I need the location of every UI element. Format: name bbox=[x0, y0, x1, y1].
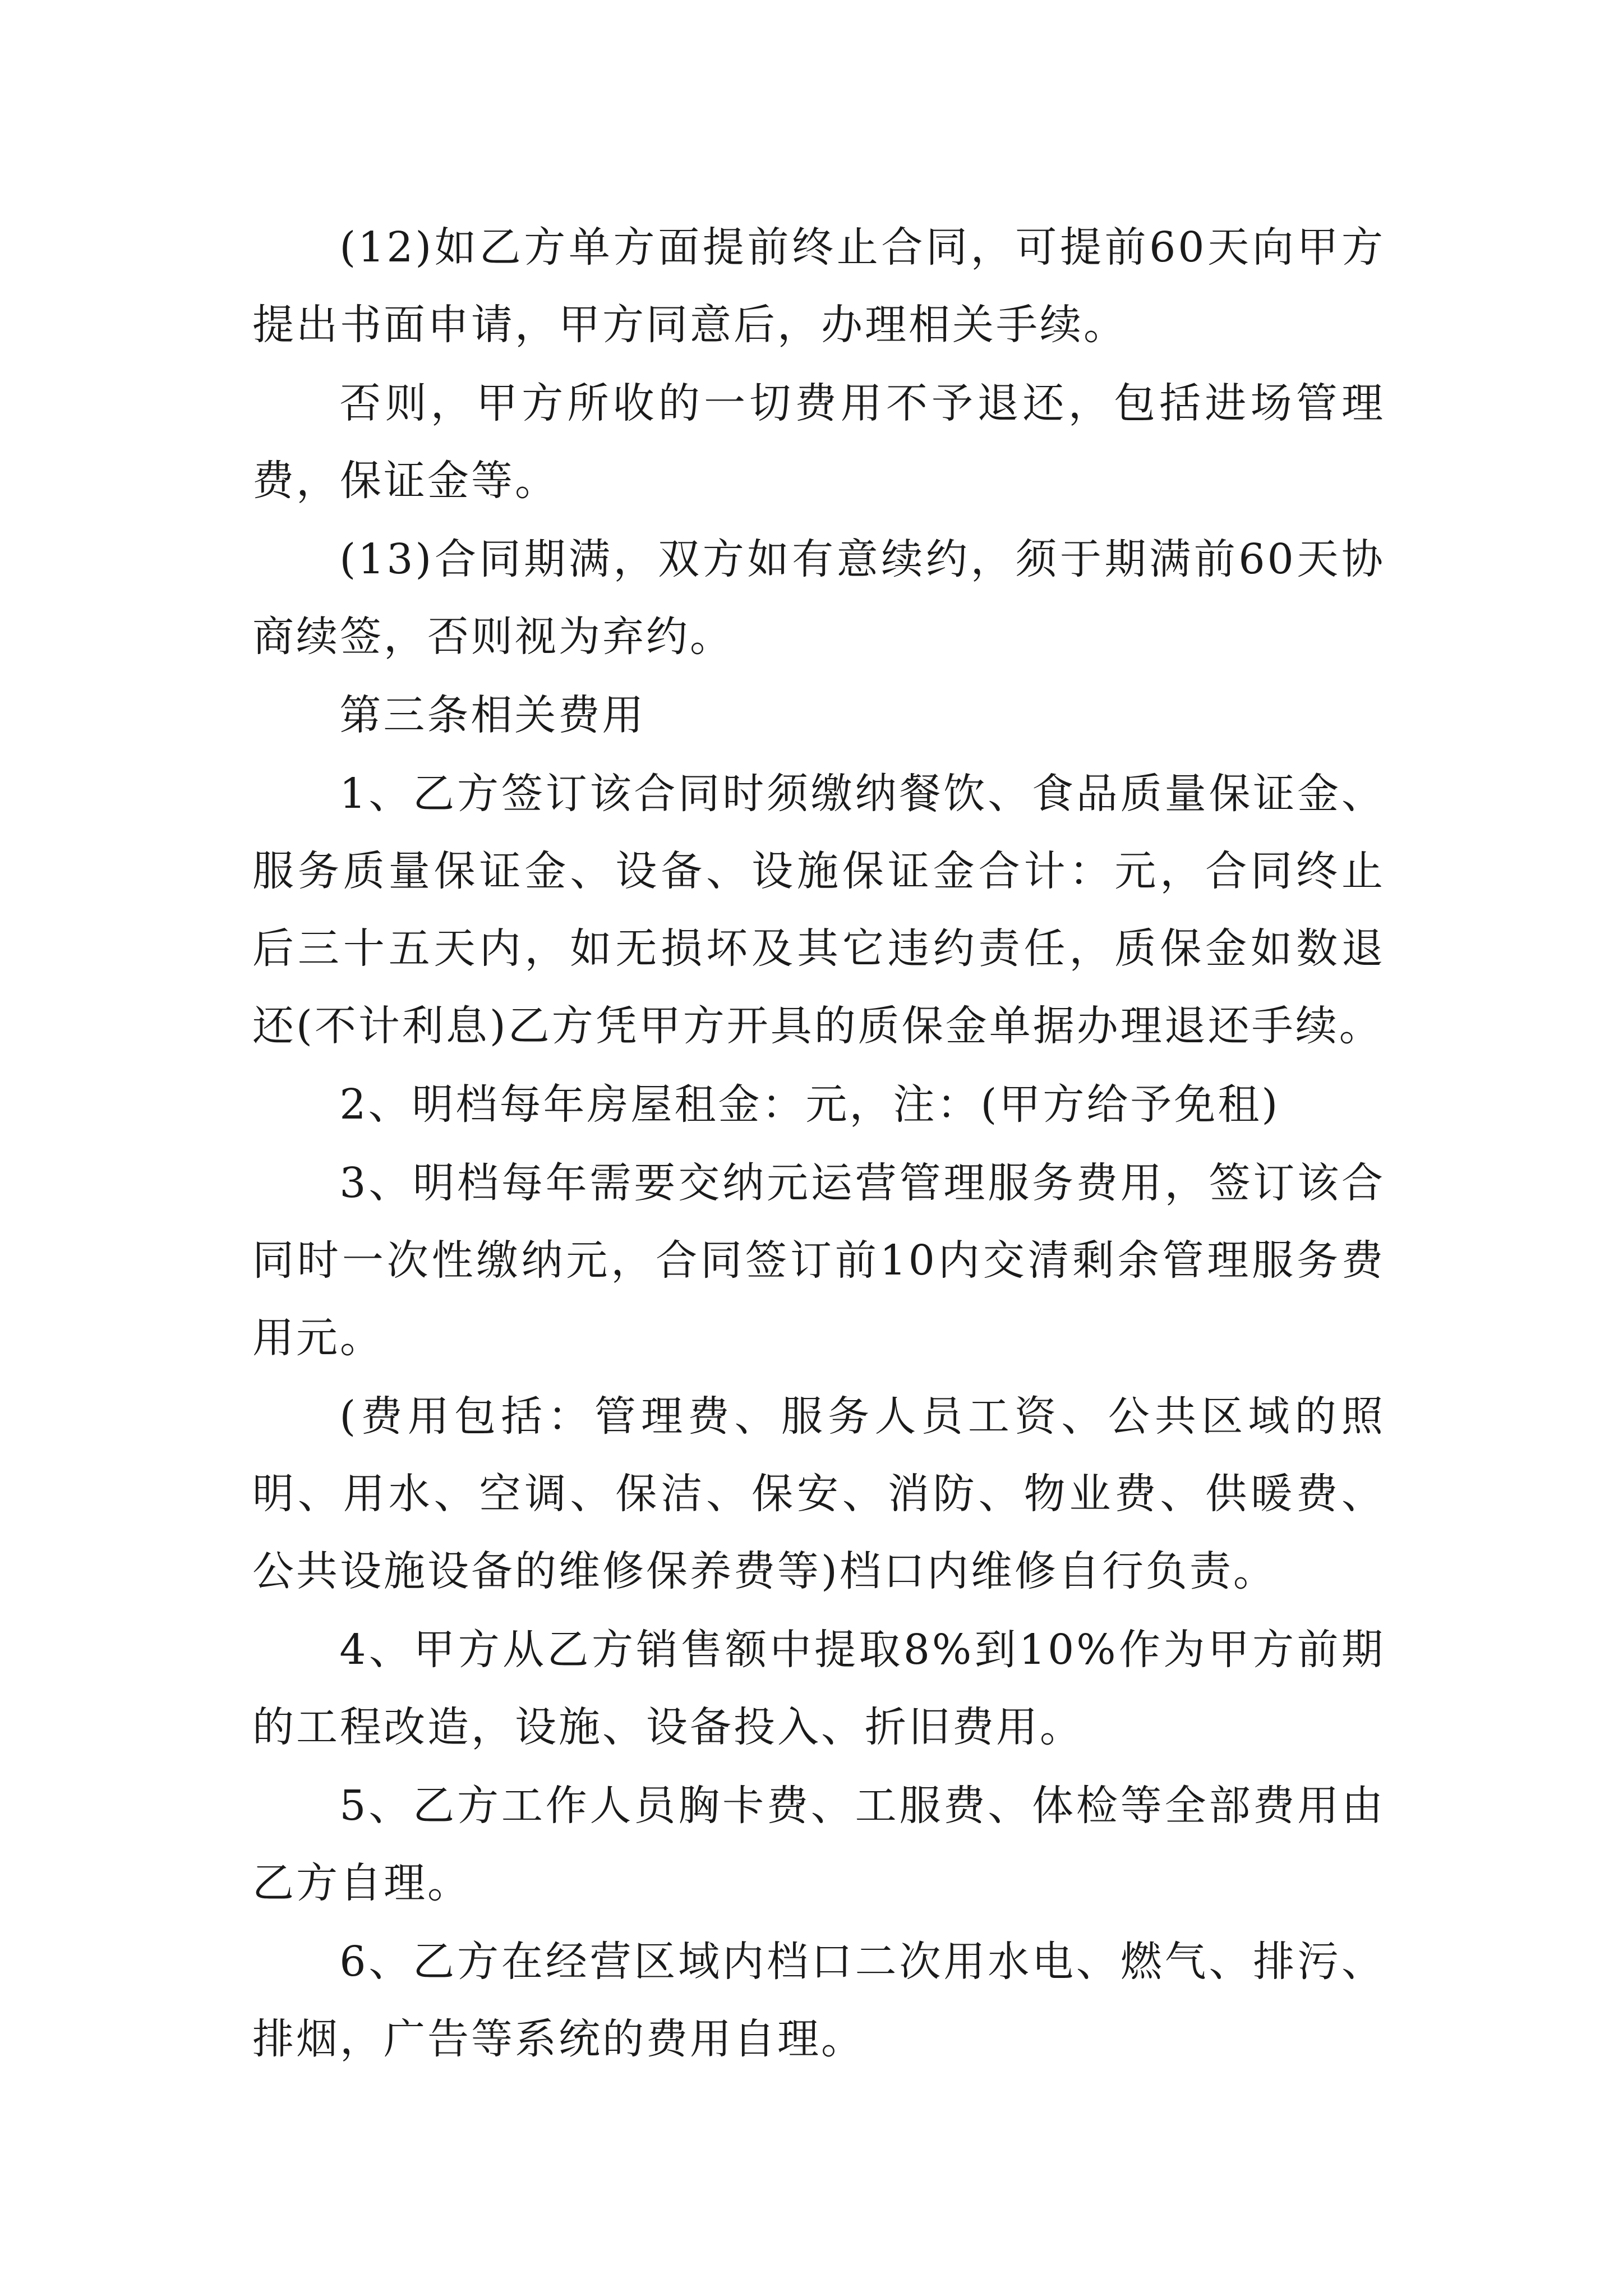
paragraph-5-staff-costs: 5、乙方工作人员胸卡费、工服费、体检等全部费用由乙方自理。 bbox=[252, 1782, 1385, 1907]
paragraph-1-deposit: 1、乙方签订该合同时须缴纳餐饮、食品质量保证金、服务质量保证金、设备、设施保证金合计：元，合同终止后三十五天内，如无损坏及其它违约责任，质保金如数退还(不计利息)乙方凭甲方开具的质保金单据办理退还手续。 bbox=[252, 770, 1385, 1050]
paragraph-3-management-fee: 3、明档每年需要交纳元运营管理服务费用，签订该合同时一次性缴纳元，合同签订前10内交清剩余管理服务费用元。 bbox=[252, 1159, 1385, 1362]
paragraph-6-utilities: 6、乙方在经营区域内档口二次用水电、燃气、排污、排烟，广告等系统的费用自理。 bbox=[252, 1938, 1385, 2063]
paragraph-no-refund: 否则，甲方所收的一切费用不予退还，包括进场管理费，保证金等。 bbox=[252, 379, 1385, 505]
document-body bbox=[252, 209, 1385, 2079]
paragraph-2-rent: 2、明档每年房屋租金：元，注：(甲方给予免租) bbox=[339, 1080, 1280, 1129]
paragraph-13-renewal: (13)合同期满，双方如有意续约，须于期满前60天协商续签，否则视为弃约。 bbox=[252, 535, 1385, 661]
paragraph-4-sales-commission: 4、甲方从乙方销售额中提取8%到10%作为甲方前期的工程改造，设施、设备投入、折旧费用。 bbox=[252, 1626, 1385, 1751]
section-heading-fees: 第三条相关费用 bbox=[339, 691, 646, 739]
paragraph-fee-scope: (费用包括：管理费、服务人员工资、公共区域的照明、用水、空调、保洁、保安、消防、物业费、供暖费、公共设施设备的维修保养费等)档口内维修自行负责。 bbox=[252, 1392, 1385, 1595]
paragraph-12-early-termination: (12)如乙方单方面提前终止合同，可提前60天向甲方提出书面申请，甲方同意后，办理相关手续。 bbox=[252, 223, 1385, 349]
